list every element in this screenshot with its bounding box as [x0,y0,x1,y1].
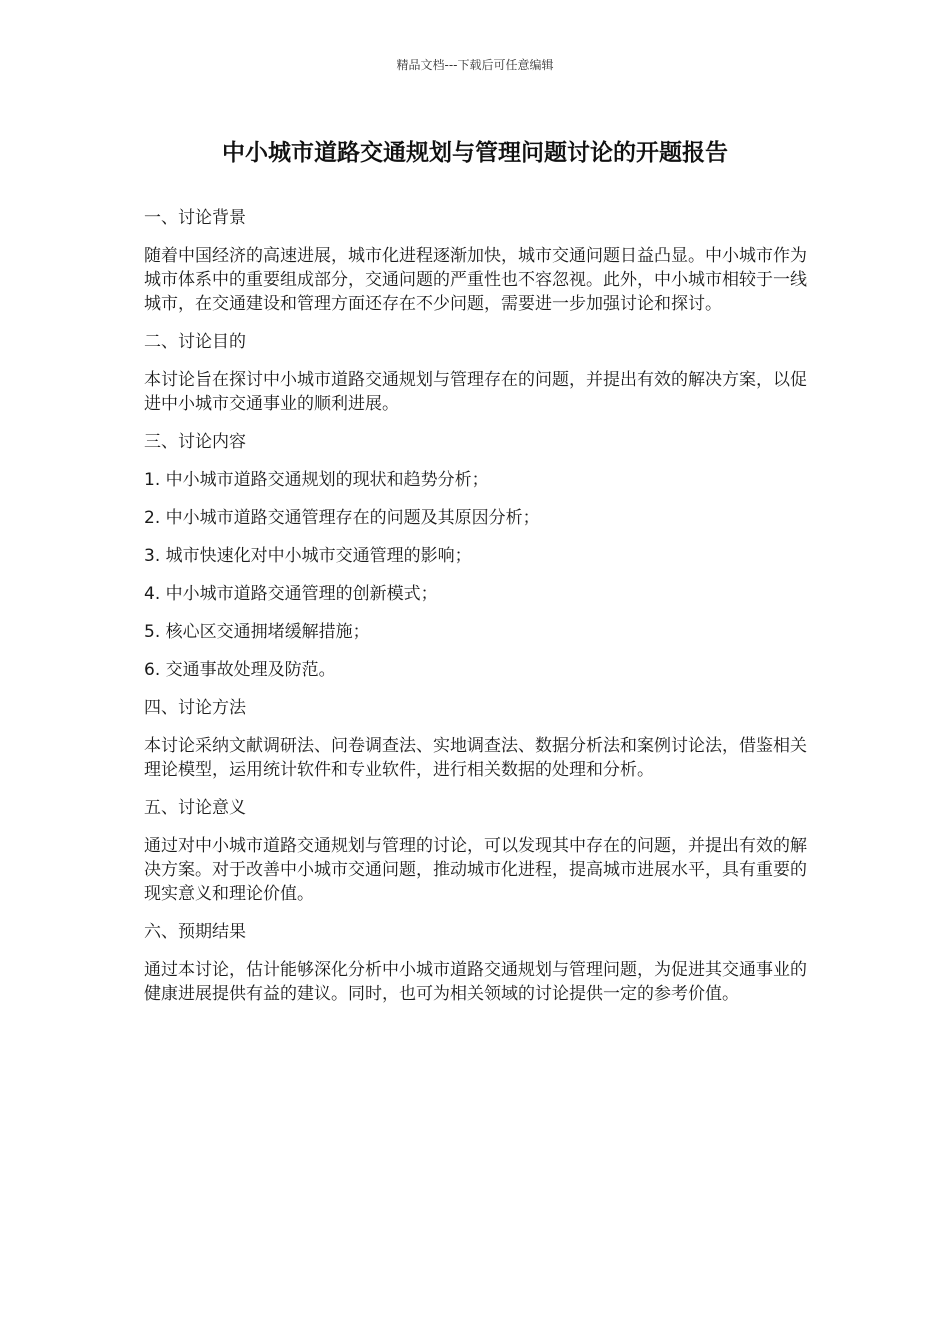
section-body-purpose: 本讨论旨在探讨中小城市道路交通规划与管理存在的问题，并提出有效的解决方案，以促进中小城市交通事业的顺利进展。 [144,370,807,414]
section-body-expected-results: 通过本讨论，估计能够深化分析中小城市道路交通规划与管理问题，为促进其交通事业的健康进展提供有益的建议。同时，也可为相关领域的讨论提供一定的参考价值。 [144,960,807,1004]
section-heading-expected-results: 六、预期结果 [144,922,246,942]
section-body-significance: 通过对中小城市道路交通规划与管理的讨论，可以发现其中存在的问题，并提出有效的解决方案。对于改善中小城市交通问题，推动城市化进程，提高城市进展水平，具有重要的现实意义和理论价值。 [144,836,807,904]
section-heading-content: 三、讨论内容 [144,432,246,452]
section-heading-background: 一、讨论背景 [144,208,246,228]
section-body-background: 随着中国经济的高速进展，城市化进程逐渐加快，城市交通问题日益凸显。中小城市作为城市体系中的重要组成部分，交通问题的严重性也不容忽视。此外，中小城市相较于一线城市，在交通建设和管理方面还存在不少问题，需要进一步加强讨论和探讨。 [144,246,807,314]
page-header: 精品文档---下载后可任意编辑 [396,58,554,72]
section-body-method: 本讨论采纳文献调研法、问卷调查法、实地调查法、数据分析法和案例讨论法，借鉴相关理论模型，运用统计软件和专业软件，进行相关数据的处理和分析。 [144,736,807,780]
list-item: 5. 核心区交通拥堵缓解措施； [144,622,370,642]
document-title: 中小城市道路交通规划与管理问题讨论的开题报告 [222,140,728,166]
section-heading-significance: 五、讨论意义 [144,798,246,818]
list-item: 1. 中小城市道路交通规划的现状和趋势分析； [144,470,489,490]
section-heading-method: 四、讨论方法 [144,698,246,718]
section-heading-purpose: 二、讨论目的 [144,332,246,352]
list-item: 6. 交通事故处理及防范。 [144,660,336,680]
list-item: 2. 中小城市道路交通管理存在的问题及其原因分析； [144,508,540,528]
document-body [144,206,809,1020]
list-item: 3. 城市快速化对中小城市交通管理的影响； [144,546,472,566]
list-item: 4. 中小城市道路交通管理的创新模式； [144,584,438,604]
